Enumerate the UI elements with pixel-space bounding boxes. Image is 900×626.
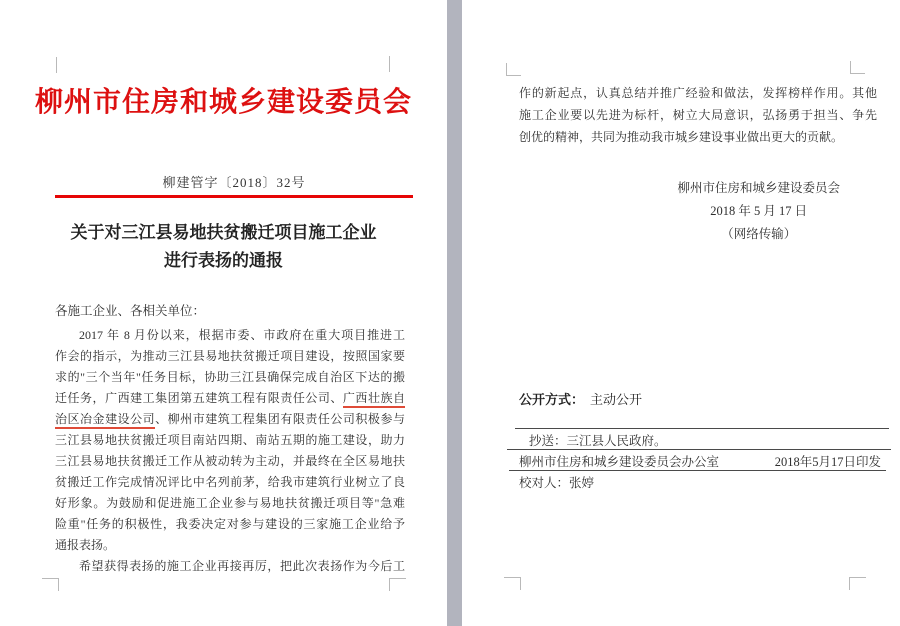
disclosure-value: 主动公开	[590, 392, 643, 407]
crop-mark-bottom-right	[389, 578, 406, 591]
signature-block	[677, 177, 840, 246]
page-2	[462, 0, 900, 626]
page-1	[0, 0, 447, 626]
body-line: 施工企业要以先进为标杆，树立大局意识，弘扬勇于担当、争先	[519, 108, 877, 122]
body-text-segment: 迁任务，广西建工集团第五建筑工程有限责任公司、	[55, 391, 343, 405]
crop-mark-top-left	[506, 63, 521, 76]
document-title-line-2: 进行表扬的通报	[164, 251, 283, 270]
body-line: 三江县易地扶贫搬迁工作从被动转为主动，并最终在全区易地扶	[55, 454, 405, 468]
body-line: 贫搬迁工作完成情况评比中名列前茅，给我市建筑行业树立了良	[55, 475, 405, 489]
red-underlined-company-name: 治区冶金建设公司	[55, 412, 155, 429]
body-text-page-1	[55, 325, 405, 577]
crop-mark-top-left	[56, 57, 58, 73]
body-line: 求的"三个当年"任务目标，协助三江县确保完成自治区下达的搬	[55, 370, 405, 384]
carbon-copy-line: 抄送：三江县人民政府。	[529, 434, 667, 448]
crop-mark-top-right	[389, 56, 391, 72]
crop-mark-bottom-right	[849, 577, 866, 590]
body-line: 创优的精神，共同为推动我市城乡建设事业做出更大的贡献。	[519, 130, 844, 144]
footer-rule-top	[515, 428, 889, 429]
body-line-with-annotation	[55, 388, 405, 409]
body-line: 作会的指示，为推动三江县易地扶贫搬迁项目建设，按照国家要	[55, 349, 405, 363]
disclosure-statement	[519, 389, 642, 408]
crop-mark-bottom-left	[42, 578, 59, 591]
issuing-office: 柳州市住房和城乡建设委员会办公室	[519, 455, 720, 469]
proofreader-line: 校对人：张婷	[519, 476, 595, 490]
footer-rule-middle	[507, 449, 891, 450]
signing-organization: 柳州市住房和城乡建设委员会	[677, 181, 840, 195]
body-text-page-2	[519, 82, 877, 148]
agency-letterhead: 柳州市住房和城乡建设委员会	[34, 87, 412, 118]
issuer-line	[519, 452, 881, 470]
salutation: 各施工企业、各相关单位：	[55, 304, 206, 318]
red-underlined-company-name: 广西壮族自	[343, 391, 405, 408]
body-line: 作的新起点，认真总结并推广经验和做法，发挥榜样作用。其他	[519, 86, 877, 100]
body-line: 三江县易地扶贫搬迁项目南站四期、南站五期的施工建设，助力	[55, 433, 405, 447]
footer-rule-bottom	[509, 470, 886, 471]
crop-mark-bottom-left	[504, 577, 521, 590]
body-text-segment: 、柳州市建筑工程集团有限责任公司积极参与	[155, 412, 405, 426]
body-line: 险重"任务的积极性，我委决定对参与建设的三家施工企业给予	[55, 517, 405, 531]
body-line: 通报表扬。	[55, 538, 116, 552]
body-line-with-annotation	[55, 409, 405, 430]
document-number: 柳建管字〔2018〕32号	[162, 175, 306, 190]
red-separator-line	[55, 195, 413, 198]
body-line: 希望获得表扬的施工企业再接再厉，把此次表扬作为今后工	[79, 559, 405, 573]
crop-mark-top-right	[850, 61, 865, 74]
body-line: 好形象。为鼓励和促进施工企业参与易地扶贫搬迁项目等"急难	[55, 496, 405, 510]
document-title-line-1: 关于对三江县易地扶贫搬迁项目施工企业	[70, 223, 377, 242]
signing-date: 2018 年 5 月 17 日	[710, 204, 808, 218]
body-line: 2017 年 8 月份以来，根据市委、市政府在重大项目推进工	[79, 328, 405, 342]
delivery-method: （网络传输）	[721, 227, 797, 241]
disclosure-label: 公开方式：	[519, 392, 585, 407]
print-date: 2018年5月17日印发	[774, 455, 881, 469]
